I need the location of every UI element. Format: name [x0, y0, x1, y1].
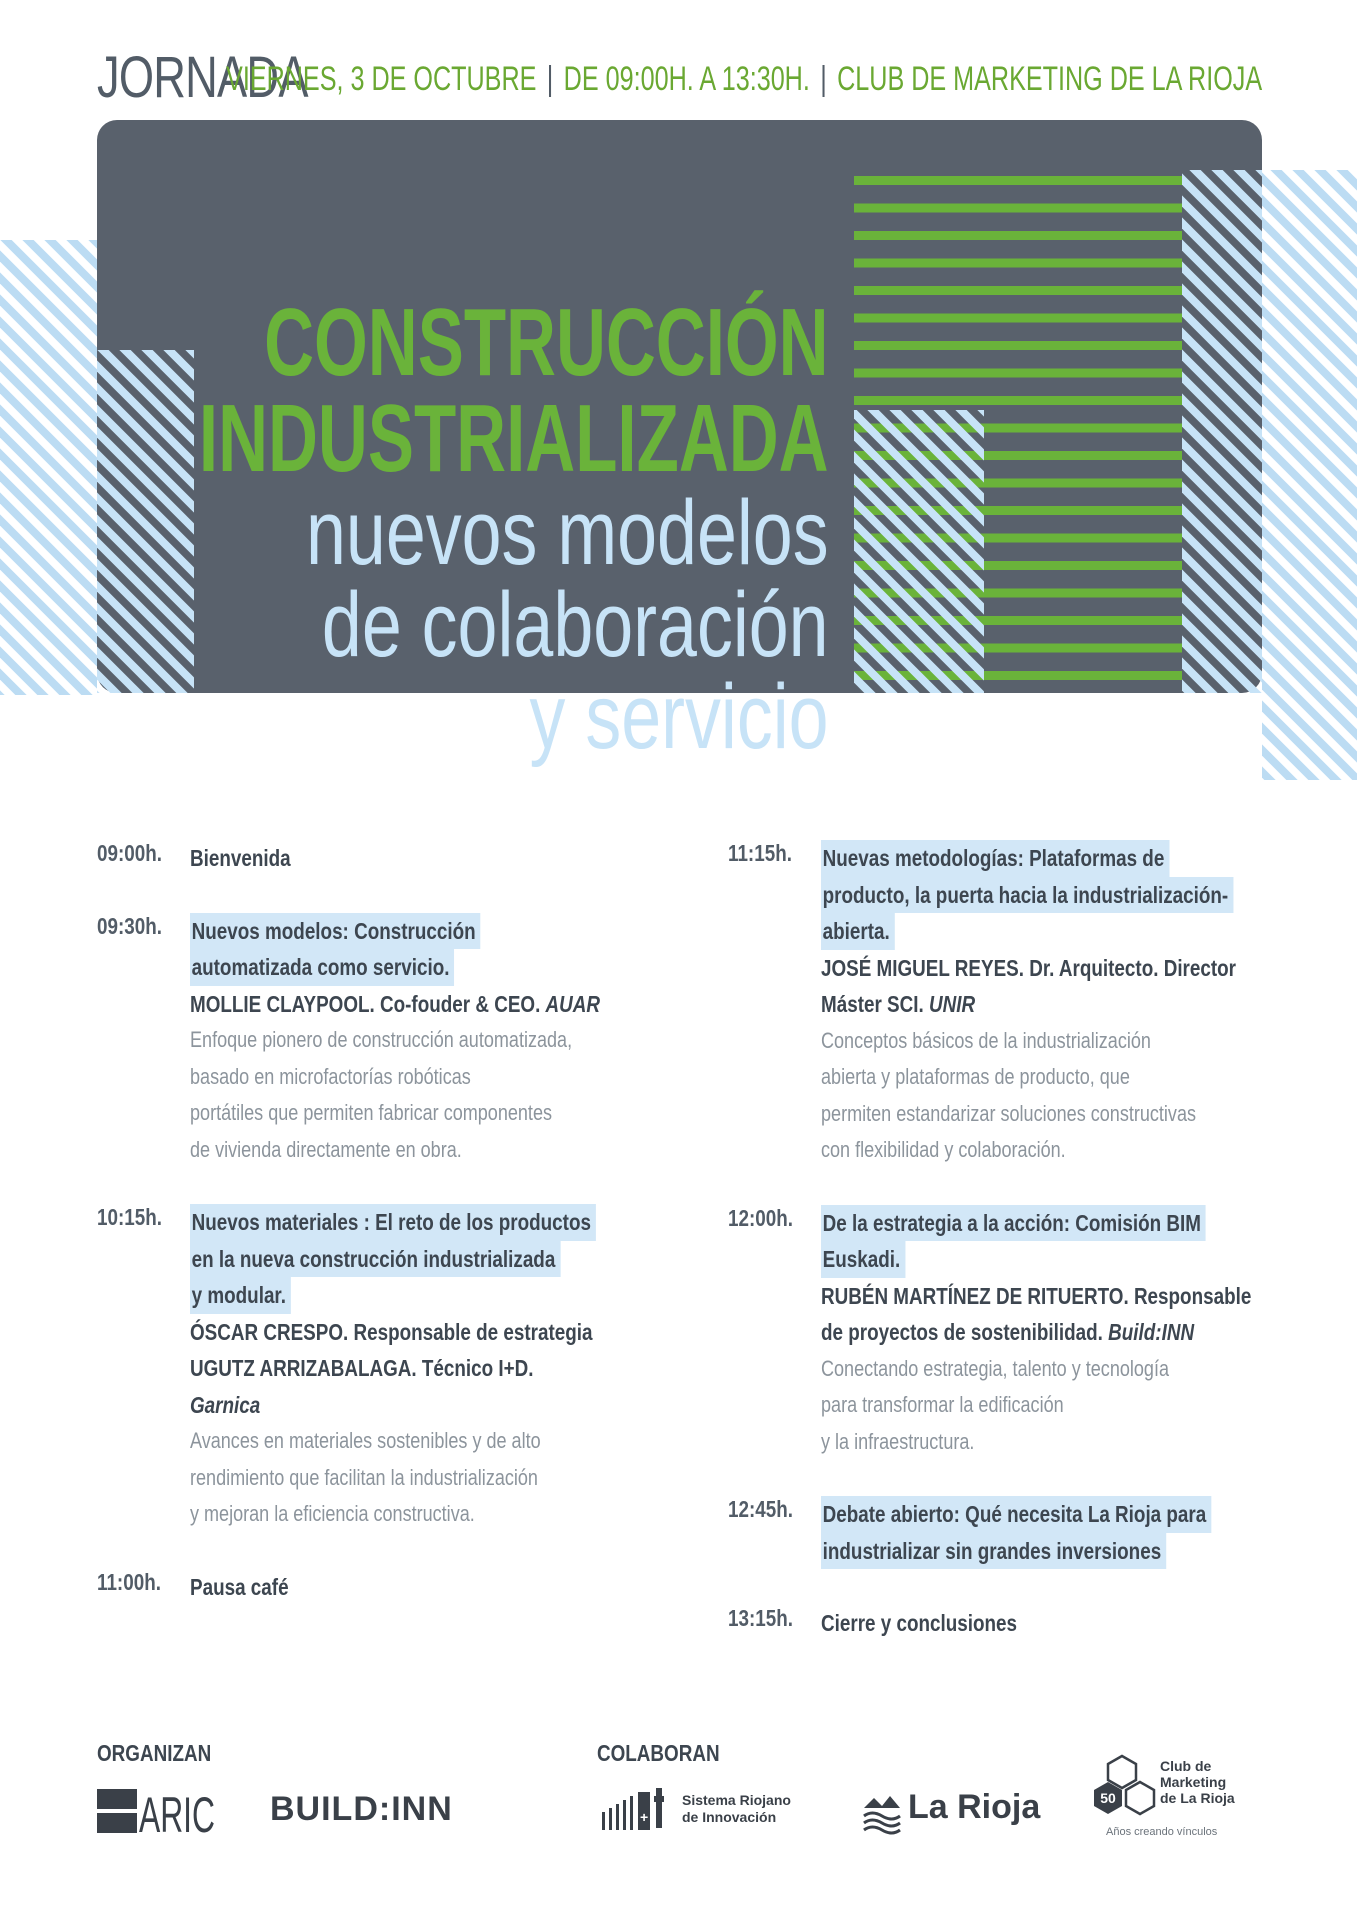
aric-logo-icon [97, 1786, 217, 1843]
event-time: DE 09:00H. A 13:30H. [563, 60, 810, 98]
green-bar [854, 396, 1182, 405]
separator: | [820, 60, 827, 98]
la-rioja-logo-text: La Rioja [908, 1788, 1041, 1826]
schedule-time: 11:00h. [97, 1568, 161, 1595]
session-description: rendimiento que facilitan la industrialización [190, 1464, 538, 1490]
speaker-organization: UNIR [928, 991, 976, 1017]
speaker-name: de proyectos de sostenibilidad. [821, 1319, 1109, 1345]
session-description: Avances en materiales sostenibles y de alto [190, 1428, 541, 1453]
speaker-organization: AUAR [545, 990, 601, 1017]
la-rioja-emblem-icon [860, 1786, 904, 1836]
sri-bars-icon [600, 1786, 680, 1836]
aric-logo-text: ARIC [139, 1787, 215, 1843]
session-title: Cierre y conclusiones [821, 1610, 1018, 1636]
club-marketing-logo [1090, 1752, 1260, 1842]
subtitle-line: y servicio [529, 666, 829, 768]
session-description: Conectando estrategia, talento y tecnología [821, 1355, 1170, 1381]
session-title: Nuevos modelos: Construcción [190, 913, 657, 950]
session-description: y mejoran la eficiencia constructiva. [190, 1501, 475, 1526]
anniversary-badge: 50 [1100, 1790, 1116, 1806]
title-line: CONSTRUCCIÓN [264, 289, 829, 396]
sri-name-line: Sistema Riojano [682, 1792, 791, 1808]
separator: | [546, 60, 554, 98]
session-title: producto, la puerta hacia la industrialización- [821, 877, 1288, 914]
schedule-time: 09:00h. [97, 840, 162, 866]
schedule-item [728, 1205, 1288, 1461]
session-title: Euskadi. [821, 1241, 1288, 1278]
speaker-line [821, 950, 1288, 987]
session-description: abierta y plataformas de producto, que [821, 1064, 1130, 1089]
session-title: Nuevos materiales : El reto de los productos [190, 1204, 657, 1241]
speaker-name: ÓSCAR CRESPO. Responsable de estrategia [190, 1318, 593, 1345]
speaker-line [821, 986, 1288, 1023]
schedule-item [97, 913, 657, 1169]
schedule-item [97, 1569, 657, 1606]
hero-title [0, 289, 829, 768]
session-title: De la estrategia a la acción: Comisión BIM [821, 1205, 1288, 1242]
green-bar [854, 369, 1182, 378]
event-type-label: JORNADA [97, 45, 308, 110]
schedule-time: 12:45h. [728, 1496, 793, 1522]
speaker-name: RUBÉN MARTÍNEZ DE RITUERTO. Responsable [821, 1282, 1252, 1309]
session-description: permiten estandarizar soluciones constructivas [821, 1100, 1197, 1126]
aric-logo [97, 1786, 217, 1843]
session-title: industrializar sin grandes inversiones [821, 1533, 1288, 1570]
schedule-time: 11:15h. [728, 840, 792, 866]
session-description: de vivienda directamente en obra. [190, 1136, 462, 1162]
speaker-line [821, 1278, 1288, 1315]
club-logo-text [1160, 1758, 1235, 1806]
club-name-line: de La Rioja [1160, 1790, 1235, 1806]
club-tagline: Años creando vínculos [1106, 1826, 1218, 1838]
sri-logo [600, 1786, 800, 1836]
svg-text:+: + [640, 1809, 649, 1825]
title-line: INDUSTRIALIZADA [199, 385, 829, 492]
speaker-name: UGUTZ ARRIZABALAGA. Técnico I+D. [190, 1355, 534, 1381]
event-date: VIERNES, 3 DE OCTUBRE [225, 60, 537, 98]
green-bar [854, 424, 1182, 433]
speaker-name: JOSÉ MIGUEL REYES. Dr. Arquitecto. Director [821, 954, 1237, 981]
la-rioja-logo [860, 1786, 1040, 1836]
green-bar [854, 176, 1182, 185]
session-title: abierta. [821, 913, 1288, 950]
sri-name-line: de Innovación [682, 1809, 777, 1825]
speaker-line [190, 986, 657, 1023]
event-venue: CLUB DE MARKETING DE LA RIOJA [836, 60, 1262, 98]
club-name-line: Marketing [1160, 1774, 1227, 1790]
session-description: con flexibilidad y colaboración. [821, 1137, 1066, 1162]
session-description: y la infraestructura. [821, 1428, 975, 1454]
green-bar [854, 341, 1182, 350]
collaborators-label: COLABORAN [597, 1740, 720, 1766]
session-title: Nuevas metodologías: Plataformas de [821, 840, 1288, 877]
schedule-left-column [97, 840, 657, 1641]
subtitle-line: de colaboración [322, 574, 829, 676]
green-bar [854, 314, 1182, 323]
speaker-line [190, 1350, 657, 1387]
schedule-time: 10:15h. [97, 1204, 162, 1230]
speaker-name: Máster SCI. [821, 991, 929, 1017]
speaker-organization: Garnica [190, 1391, 261, 1418]
session-description: Enfoque pionero de construcción automatizada, [190, 1027, 573, 1052]
session-description: basado en microfactorías robóticas [190, 1063, 471, 1089]
session-description: portátiles que permiten fabricar componentes [190, 1100, 553, 1125]
schedule-item [728, 840, 1288, 1169]
green-bar [854, 259, 1182, 268]
sri-logo-text [682, 1792, 791, 1826]
schedule-time: 09:30h. [97, 912, 162, 939]
speaker-name: MOLLIE CLAYPOOL. Co-fouder & CEO. [190, 990, 546, 1017]
speaker-line [190, 1387, 657, 1424]
green-bar [854, 534, 1182, 543]
schedule-item [97, 1204, 657, 1533]
hero-banner [97, 120, 1262, 768]
club-name-line: Club de [1160, 1758, 1212, 1774]
schedule-item [728, 1496, 1288, 1569]
session-title: y modular. [190, 1277, 657, 1314]
green-bar [854, 204, 1182, 213]
session-title: Bienvenida [190, 845, 291, 871]
session-title: automatizada como servicio. [190, 949, 657, 986]
session-description: Conceptos básicos de la industrialización [821, 1027, 1151, 1053]
schedule-item [97, 840, 657, 877]
buildinn-logo: BUILD:INN [270, 1790, 453, 1828]
green-bar [854, 231, 1182, 240]
session-description: para transformar la edificación [821, 1392, 1064, 1417]
schedule-time: 12:00h. [728, 1204, 793, 1231]
speaker-line [190, 1314, 657, 1351]
speaker-organization: Build:INN [1108, 1319, 1195, 1345]
club-hexagon-icon [1090, 1752, 1158, 1822]
schedule-item [728, 1605, 1288, 1642]
green-bar [854, 644, 1182, 653]
subtitle-line: nuevos modelos [306, 482, 829, 584]
session-title: Pausa café [190, 1573, 289, 1600]
organizers-label: ORGANIZAN [97, 1740, 212, 1766]
green-bar [854, 286, 1182, 295]
speaker-line [821, 1314, 1288, 1351]
schedule-time: 13:15h. [728, 1605, 793, 1631]
schedule-right-column [728, 840, 1288, 1678]
session-title: en la nueva construcción industrializada [190, 1241, 657, 1278]
session-title: Debate abierto: Qué necesita La Rioja para [821, 1496, 1288, 1533]
